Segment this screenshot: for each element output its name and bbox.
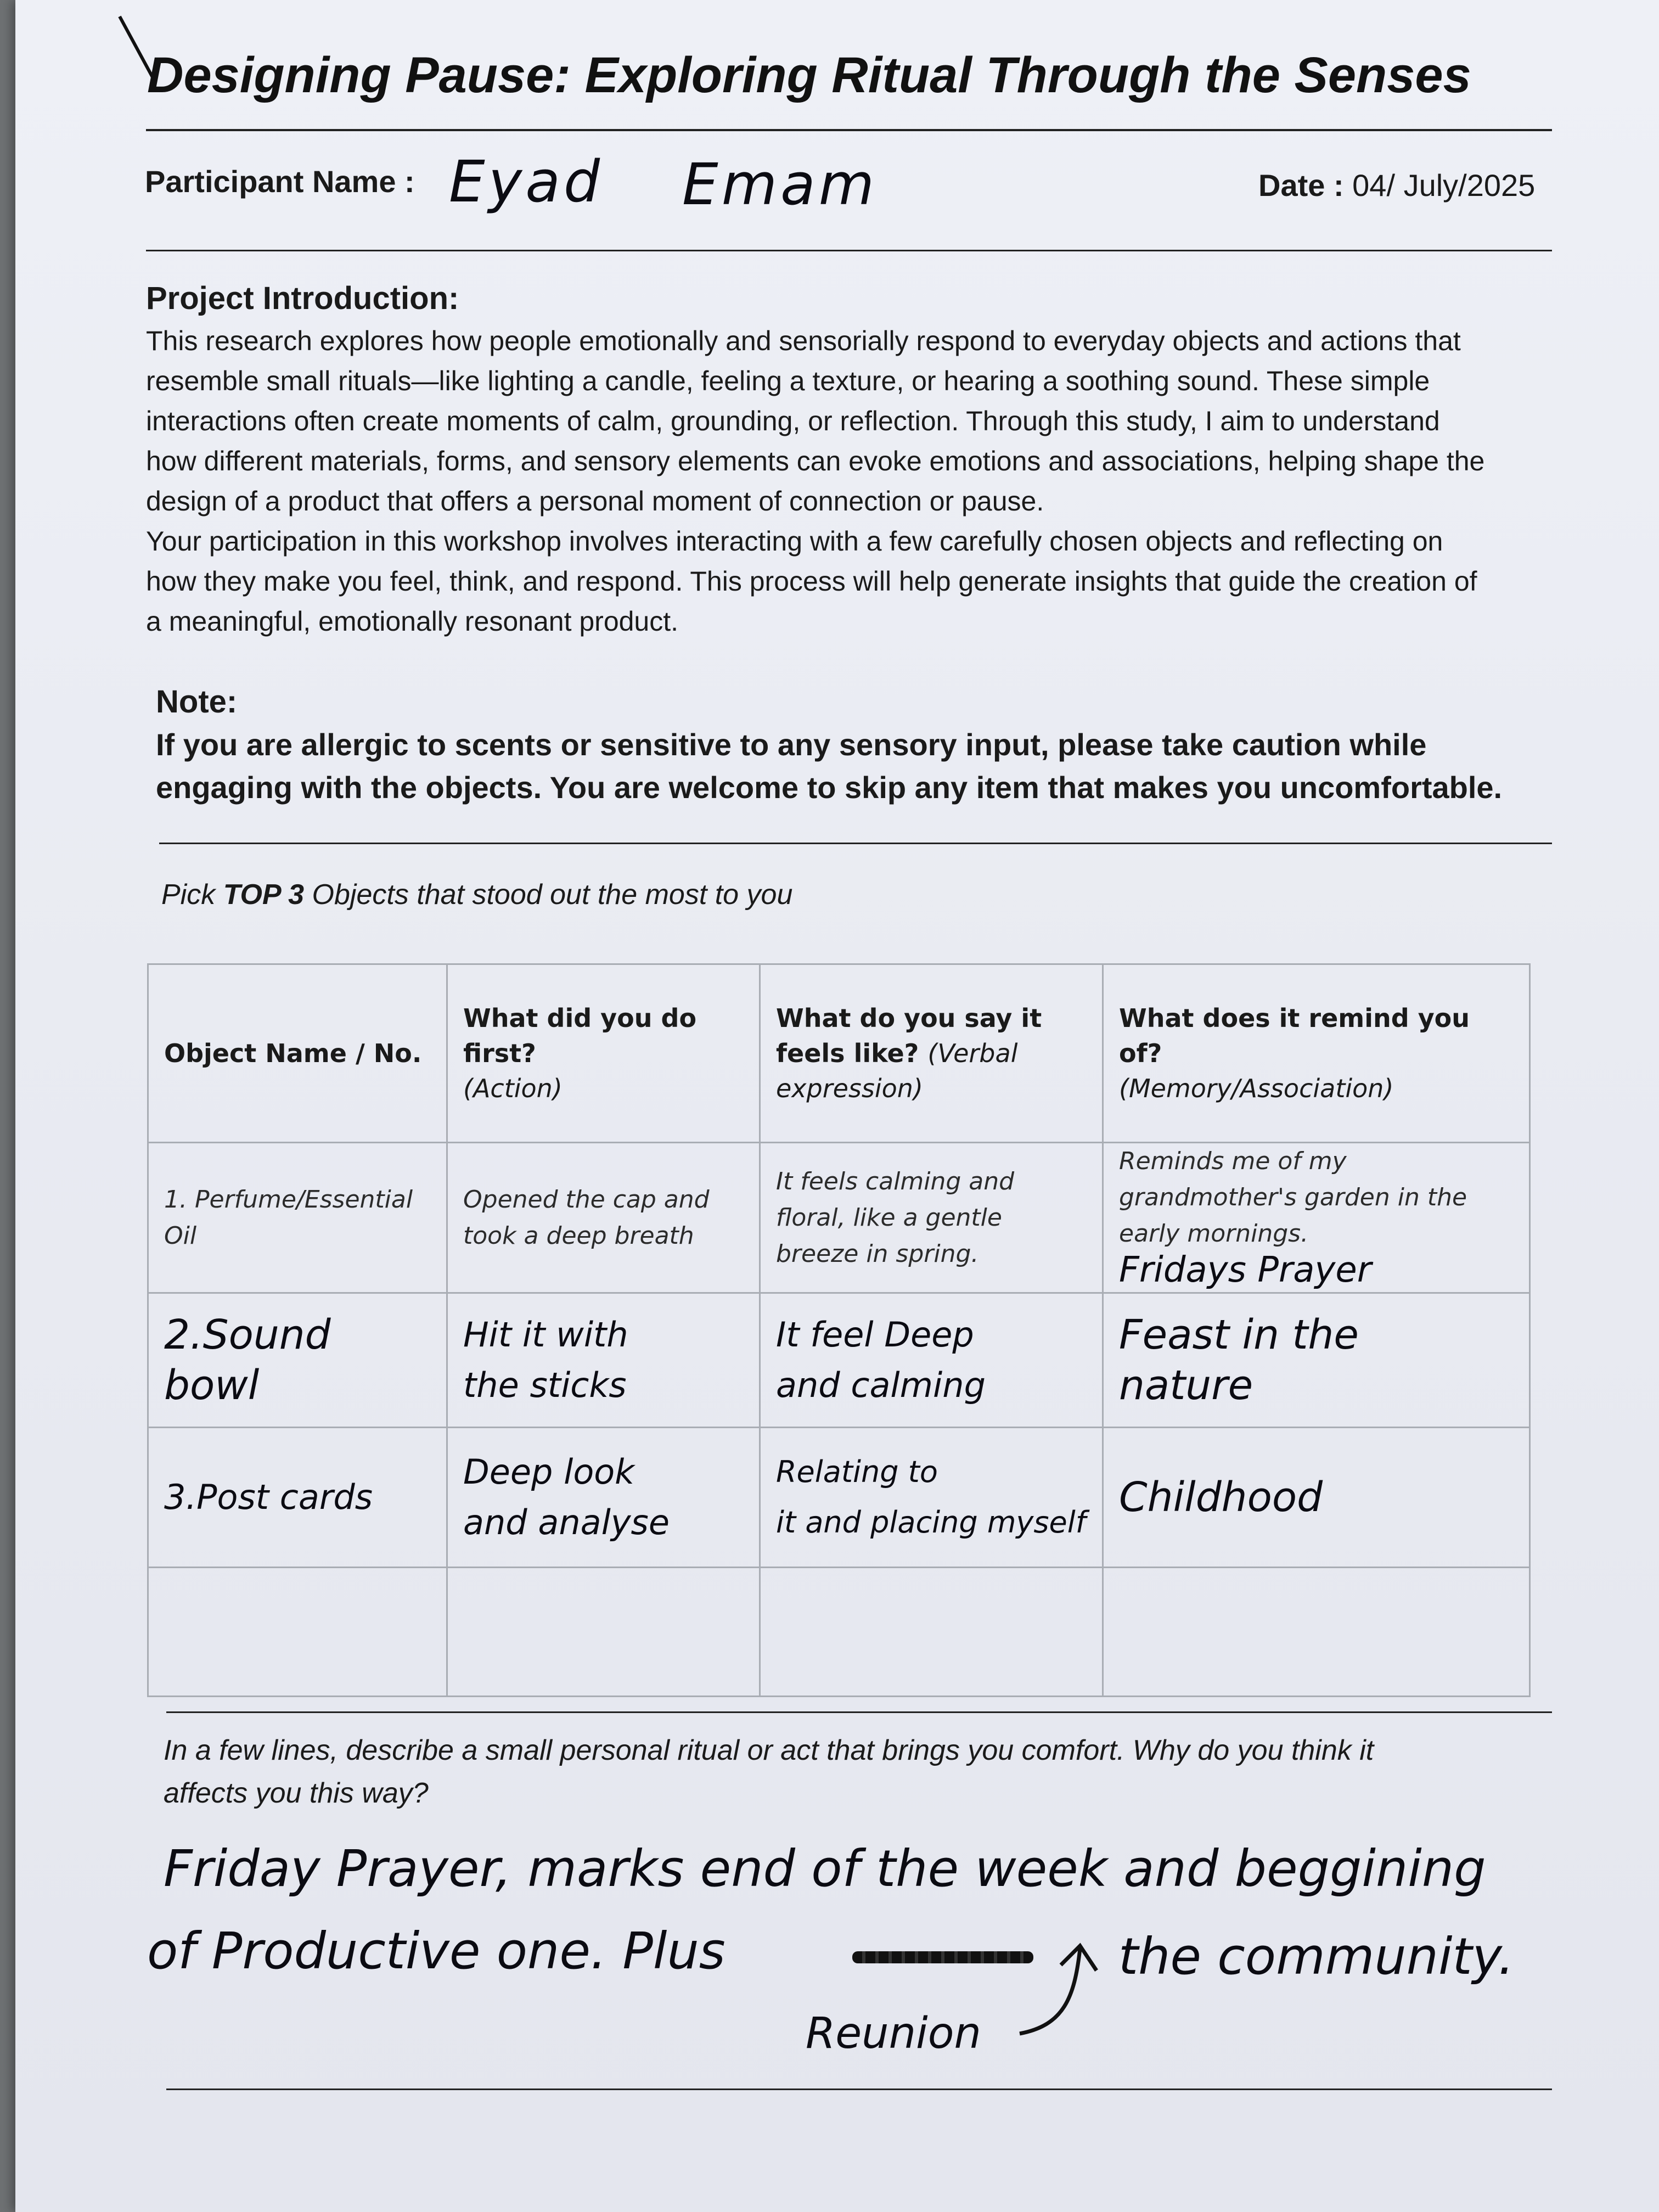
participant-first-name: Eyad [449, 148, 604, 215]
row1-reminds [1103, 1143, 1530, 1293]
header-reminds-of-text: What does it remind you of? [1119, 1003, 1470, 1068]
row4-action [447, 1568, 760, 1697]
date-field [1258, 167, 1535, 203]
header-divider [146, 250, 1552, 251]
reflection-answer-line1: Friday Prayer, marks end of the week and beggining [164, 1839, 1486, 1898]
row3-feels: Relating to it and placing myself [760, 1428, 1103, 1568]
header-feels-like [760, 964, 1103, 1143]
row1-action: Opened the cap and took a deep breath [447, 1143, 760, 1293]
table-row [148, 1293, 1530, 1428]
participant-name-label: Participant Name : [145, 164, 415, 199]
reflection-divider [166, 1711, 1552, 1713]
bottom-divider [166, 2089, 1552, 2090]
header-reminds-of [1103, 964, 1530, 1143]
header-action-sub: (Action) [463, 1074, 563, 1103]
header-object-name [148, 964, 447, 1143]
table-header-row [148, 964, 1530, 1143]
row1-feels: It feels calming and floral, like a gentle breeze in spring. [760, 1143, 1103, 1293]
worksheet-page [15, 0, 1659, 2212]
objects-table [147, 963, 1531, 1697]
insert-arrow-icon [1014, 1932, 1102, 2042]
date-value: 04/ July/2025 [1352, 168, 1536, 203]
date-label: Date : [1258, 168, 1344, 203]
note-heading: Note: [156, 684, 238, 720]
row1-handwritten-addition: Fridays Prayer [1119, 1250, 1371, 1290]
header-action [447, 964, 760, 1143]
row3-reminds: Childhood [1103, 1428, 1530, 1568]
row4-reminds [1103, 1568, 1530, 1697]
row4-feels [760, 1568, 1103, 1697]
row1-reminds-text: Reminds me of my grandmother's garden in the early mornings. [1119, 1147, 1467, 1248]
page-title: Designing Pause: Exploring Ritual Through the Senses [147, 47, 1471, 103]
reflection-answer-line2-end: the community. [1118, 1927, 1515, 1986]
reflection-answer-line2: of Productive one. Plus [147, 1922, 726, 1980]
top3-prompt-emphasis: TOP 3 [223, 879, 305, 911]
intro-paragraph: This research explores how people emotionally and sensorially respond to everyday objects and actions that resemble small rituals—like lighting a candle, feeling a texture, or hearing a soothing sound. These simple interactions often create moments of calm, grounding, or reflection. Through this study, I aim to understand how different materials, forms, and sensory elements can evoke emotions and associations, helping shape the design of a product that offers a personal moment of connection or pause. Your participation in this workshop involves interacting with a few carefully chosen objects and reflecting on how they make you feel, think, and respond. This process will help generate insights that guide the creation of a meaningful, emotionally resonant product. [146, 325, 1485, 637]
reflection-insert-word: Reunion [806, 2009, 981, 2058]
table-row [148, 1143, 1530, 1293]
top3-prompt-end: Objects that stood out the most to you [304, 879, 793, 911]
top3-prompt-start: Pick [161, 879, 223, 911]
header-feels-like-text: What do you say it feels like? [776, 1003, 1042, 1068]
header-object-name-text: Object Name / No. [164, 1038, 422, 1068]
row4-object [148, 1568, 447, 1697]
header-reminds-of-sub: (Memory/Association) [1119, 1074, 1394, 1103]
row2-feels: It feel Deep and calming [760, 1293, 1103, 1428]
note-text: If you are allergic to scents or sensitive to any sensory input, please take caution while engaging with the objects. You are welcome to skip any item that makes you uncomfortable. [156, 727, 1503, 805]
header-action-text: What did you do first? [463, 1003, 697, 1068]
top3-prompt [161, 878, 792, 911]
reflection-prompt: In a few lines, describe a small personal ritual or act that brings you comfort. Why do you think it affects you this way? [164, 1734, 1374, 1809]
table-row [148, 1428, 1530, 1568]
row2-action: Hit it with the sticks [447, 1293, 760, 1428]
strikethrough-scribble [852, 1951, 1033, 1963]
title-divider [146, 129, 1552, 131]
intro-heading: Project Introduction: [146, 280, 459, 316]
header-feels-like-sub: (Verbal expression) [776, 1038, 1018, 1103]
table-row-empty [148, 1568, 1530, 1697]
row2-reminds: Feast in the nature [1103, 1293, 1530, 1428]
note-divider [159, 843, 1552, 844]
row3-action: Deep look and analyse [447, 1428, 760, 1568]
participant-last-name: Emam [682, 151, 878, 218]
row3-object: 3.Post cards [148, 1428, 447, 1568]
row1-object: 1. Perfume/Essential Oil [148, 1143, 447, 1293]
row2-object: 2.Sound bowl [148, 1293, 447, 1428]
